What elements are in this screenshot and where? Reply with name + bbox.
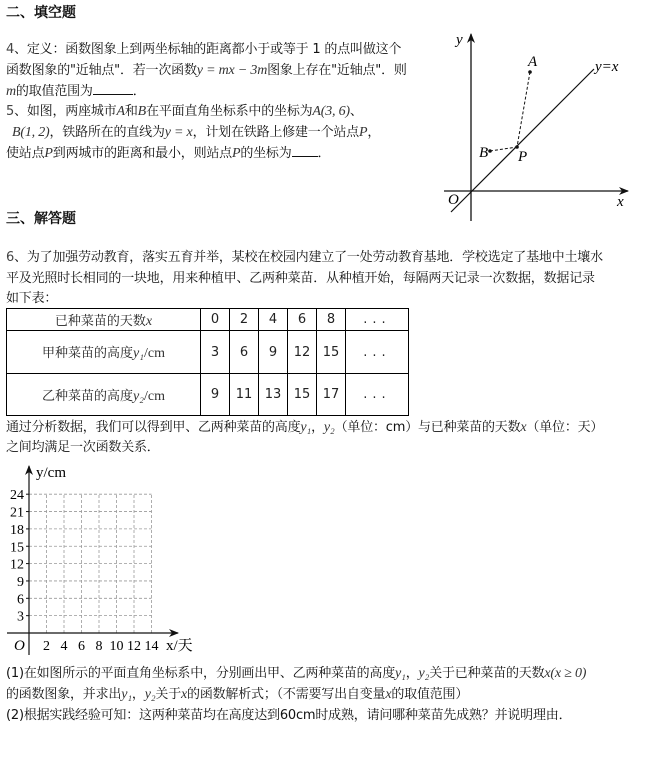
grid-lines xyxy=(29,494,152,633)
svg-text:6: 6 xyxy=(78,639,85,654)
q5-answer-blank[interactable] xyxy=(292,144,318,157)
q5-number: 5 xyxy=(6,104,15,119)
q6-line2: 平及光照时长相同的一块地，用来种植甲、乙两种菜苗．从种植开始，每隔两天记录一次数据，数据记录 xyxy=(6,271,595,286)
q6-line1: 6、为了加强劳动教育，落实五育并举，某校在校园内建立了一处劳动教育基地．学校选定了基地中土壤水 xyxy=(6,250,603,265)
chart-x-label: x/天 xyxy=(166,638,193,654)
svg-text:12: 12 xyxy=(127,639,141,654)
q5-line2: B(1, 2)，铁路所在的直线为y = x，计划在铁路上修建一个站点P， xyxy=(12,125,381,140)
svg-text:24: 24 xyxy=(10,488,24,504)
svg-text:3: 3 xyxy=(17,609,24,625)
q6-number: 6 xyxy=(6,250,15,265)
q4-function-formula: y = mx − 3m xyxy=(196,63,268,78)
seedling-data-table xyxy=(6,308,409,416)
q5-line3: 使站点P到两城市的距离和最小，则站点P的坐标为 ． xyxy=(6,146,331,161)
q6-part1-line1: (1)在如图所示的平面直角坐标系中，分别画出甲、乙两种菜苗的高度y₁，y₂关于已种菜苗的天数x(x ≥ 0) xyxy=(6,666,587,681)
svg-text:6: 6 xyxy=(17,592,24,608)
q6-part2: (2)根据实践经验可知：这两种菜苗均在高度达到60cm时成熟，请问哪种菜苗先成熟？并说明理由． xyxy=(6,708,572,723)
x-axis-label: x xyxy=(617,194,624,210)
q6-part1-line2: 的函数图象，并求出y₁，y₂关于x的函数解析式；（不需要写出自变量x的取值范围） xyxy=(6,687,469,702)
q5-coordinate-figure xyxy=(440,20,662,225)
section-heading-fill-blank: 二、填空题 xyxy=(6,5,76,21)
q4-answer-blank[interactable] xyxy=(93,82,133,95)
svg-text:21: 21 xyxy=(10,505,24,521)
table-row-days: 已种菜苗的天数x 0 2 4 6 8 ... xyxy=(7,309,409,331)
origin-label: O xyxy=(448,192,459,208)
svg-text:8: 8 xyxy=(95,639,103,654)
q4-line3: m的取值范围为 ． xyxy=(6,84,146,99)
q6-line3: 如下表： xyxy=(6,291,58,306)
chart-y-label: y/cm xyxy=(36,465,66,481)
coord-A: A(3, 6) xyxy=(312,104,350,119)
q6-analysis-line2: 之间均满足一次函数关系． xyxy=(6,440,160,455)
coord-B: B(1, 2) xyxy=(12,125,50,140)
row-label: 已种菜苗的天数x xyxy=(7,309,201,331)
line-label: y=x xyxy=(595,59,619,75)
label-B: B xyxy=(479,145,489,161)
railway-equation: y = x xyxy=(164,125,193,140)
x-tick-labels xyxy=(43,639,159,654)
svg-text:9: 9 xyxy=(17,574,24,590)
q4-line1: 4、定义：函数图象上到两坐标轴的距离都小于或等于 1 的点叫做这个 xyxy=(6,42,402,57)
svg-text:10: 10 xyxy=(109,639,124,654)
svg-text:2: 2 xyxy=(43,639,50,654)
chart-origin: O xyxy=(14,638,25,654)
section-heading-answer: 三、解答题 xyxy=(6,211,76,227)
svg-text:12: 12 xyxy=(10,557,24,573)
q5-line1: 5、如图，两座城市A和B在平面直角坐标系中的坐标为A(3, 6)、 xyxy=(6,104,363,119)
svg-text:15: 15 xyxy=(10,540,24,556)
svg-text:18: 18 xyxy=(10,522,24,538)
q4-number: 4 xyxy=(6,42,15,57)
blank-grid-chart xyxy=(0,460,210,660)
label-A: A xyxy=(528,54,538,70)
table-row-seedling-a: 甲种菜苗的高度y₁/cm 3 6 9 12 15 ... xyxy=(7,331,409,374)
row-label: 甲种菜苗的高度y₁/cm xyxy=(7,331,201,374)
svg-text:14: 14 xyxy=(144,639,159,654)
label-P: P xyxy=(518,149,528,165)
svg-text:4: 4 xyxy=(60,639,68,654)
y-axis-label: y xyxy=(456,32,463,48)
row-label: 乙种菜苗的高度y₂/cm xyxy=(7,374,201,416)
q4-line2: 函数图象的"近轴点"．若一次函数y = mx − 3m图象上存在"近轴点"．则 xyxy=(6,63,407,78)
point-A xyxy=(528,70,532,74)
point-B xyxy=(488,149,492,153)
q6-analysis-line1: 通过分析数据，我们可以得到甲、乙两种菜苗的高度y₁，y₂（单位：cm）与已种菜苗的天数x（单位：天） xyxy=(6,420,604,435)
y-tick-labels xyxy=(10,488,29,624)
table-row-seedling-b: 乙种菜苗的高度y₂/cm 9 11 13 15 17 ... xyxy=(7,374,409,416)
